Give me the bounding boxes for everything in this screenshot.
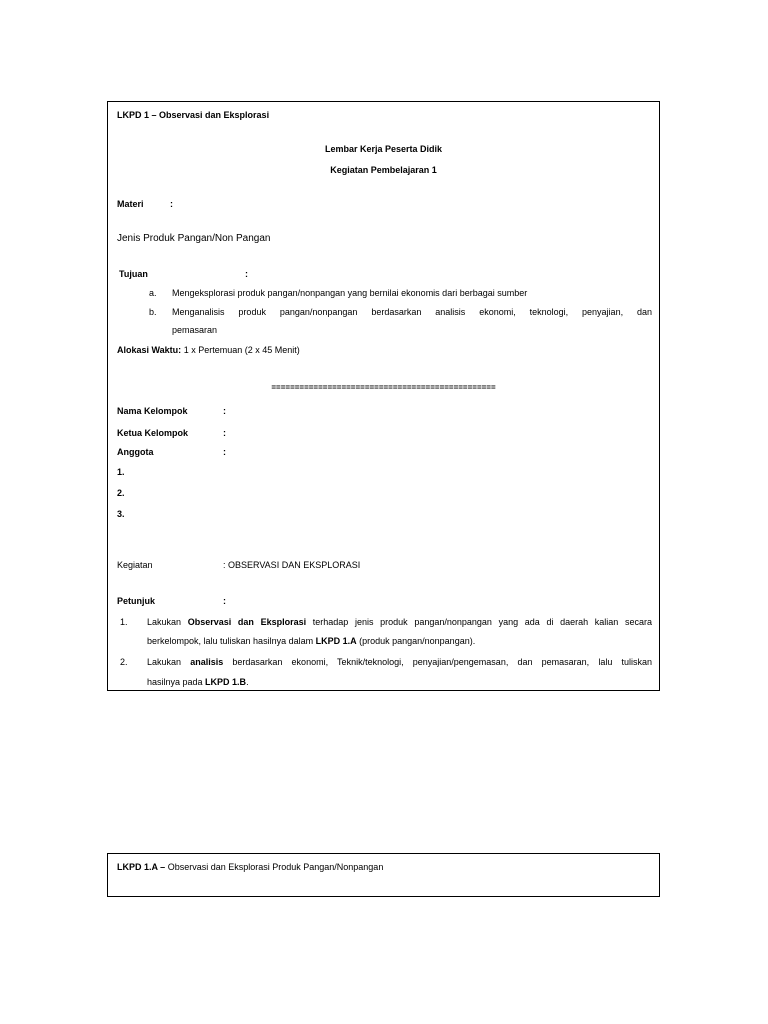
title-lembar-kerja: Lembar Kerja Peserta Didik [324,144,443,154]
tujuan-colon: : [245,269,248,279]
alokasi-value: 1 x Pertemuan (2 x 45 Menit) [181,345,300,355]
tujuan-text-b-line2: pemasaran [172,325,218,335]
anggota-label: Anggota [117,447,154,457]
tujuan-marker-a: a. [149,288,157,298]
ketua-kelompok-label: Ketua Kelompok [117,428,189,438]
anggota-colon: : [223,447,226,457]
nama-kelompok-label: Nama Kelompok [117,406,188,416]
tujuan-text-b-line1: Menganalisis produk pangan/nonpangan berdasarkan analisis ekonomi, teknologi, penyajian, dan [172,307,652,317]
member-1: 1. [117,467,125,477]
materi-value: Jenis Produk Pangan/Non Pangan [117,233,271,244]
tujuan-label: Tujuan [119,269,148,279]
lkpd-1a-box [107,853,660,897]
separator: ================================================ [271,383,496,392]
lkpd-1a-header: LKPD 1.A – Observasi dan Eksplorasi Produk Pangan/Nonpangan [117,862,384,872]
alokasi-label: Alokasi Waktu: [117,345,182,355]
petunjuk-label: Petunjuk [117,596,156,606]
petunjuk-2-line2: hasilnya pada LKPD 1.B. [147,677,249,687]
tujuan-text-a: Mengeksplorasi produk pangan/nonpangan yang bernilai ekonomis dari berbagai sumber [172,288,528,298]
kegiatan-label: Kegiatan [117,560,153,570]
nama-kelompok-colon: : [223,406,226,416]
materi-colon: : [170,199,173,209]
petunjuk-2-line1: Lakukan analisis berdasarkan ekonomi, Teknik/teknologi, penyajian/pengemasan, dan pemasaran, lalu tuliskan [147,657,652,667]
petunjuk-1-line1: Lakukan Observasi dan Eksplorasi terhadap jenis produk pangan/nonpangan yang ada di daerah kalian secara [147,617,652,627]
petunjuk-marker-1: 1. [120,617,128,627]
materi-label: Materi [117,199,144,209]
member-2: 2. [117,488,125,498]
petunjuk-1-line2: berkelompok, lalu tuliskan hasilnya dalam LKPD 1.A (produk pangan/nonpangan). [147,636,476,646]
lkpd-1-box [107,101,660,691]
kegiatan-value: : OBSERVASI DAN EKSPLORASI [223,560,361,570]
petunjuk-marker-2: 2. [120,657,128,667]
petunjuk-colon: : [223,596,226,606]
tujuan-marker-b: b. [149,307,157,317]
lkpd-1-header: LKPD 1 – Observasi dan Eksplorasi [117,110,270,120]
title-kegiatan: Kegiatan Pembelajaran 1 [330,165,437,175]
alokasi-waktu [117,344,300,356]
member-3: 3. [117,509,125,519]
ketua-kelompok-colon: : [223,428,226,438]
